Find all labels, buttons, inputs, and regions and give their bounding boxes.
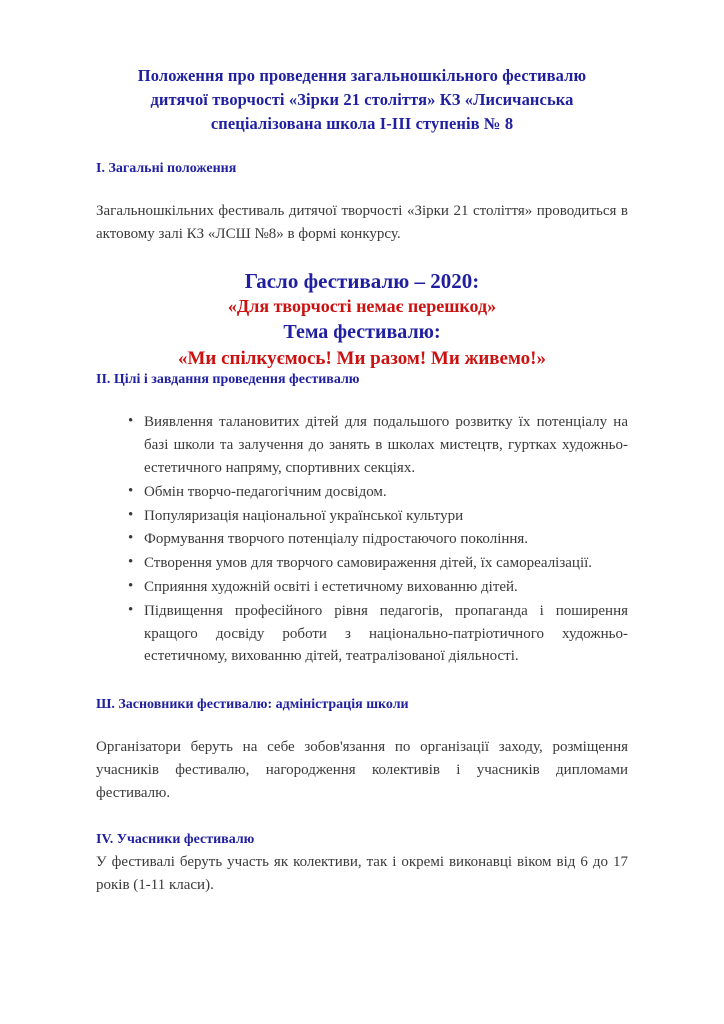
paragraph-general: Загальношкільних фестиваль дитячої творчості «Зірки 21 століття» проводиться в актовому залі КЗ «ЛСШ №8» в формі конкурсу. — [96, 202, 628, 242]
list-item: • Підвищення професійного рівня педагогів, пропаганда і поширення кращого досвіду роботи з національно-патріотичного художньо-естетичному, вихованню дітей, театралізованої діяльності. — [96, 600, 628, 668]
slogan-theme-text: «Ми спілкуємось! Ми разом! Ми живемо!» — [177, 348, 547, 369]
slogan-block — [96, 268, 628, 372]
section-heading-goals: ІІ. Цілі і завдання проведення фестивалю — [96, 372, 360, 388]
page-title — [96, 0, 628, 136]
paragraph-participants: У фестивалі беруть участь як колективи, так і окремі виконавці віком від 6 до 17 років (1-11 класи). — [96, 853, 628, 893]
slogan-motto-label: Гасло фестивалю – 2020: — [244, 268, 480, 293]
section-heading-founders: Ш. Засновники фестивалю: адміністрація школи — [96, 697, 409, 713]
section-heading-participants: ІV. Учасники фестивалю — [96, 831, 255, 847]
title-line-2: дитячої творчості «Зірки 21 століття» КЗ «Лисичанська — [150, 89, 574, 109]
list-item: • Формування творчого потенціалу підростаючого покоління. — [96, 528, 628, 551]
title-line-1: Положення про проведення загальношкільного фестивалю — [137, 66, 587, 85]
goals-list — [96, 411, 628, 668]
page-content — [96, 0, 628, 897]
list-item: • Популяризація національної української культури — [96, 505, 628, 528]
title-line-3: спеціалізована школа І-ІІІ ступенів № 8 — [210, 113, 514, 133]
list-item: • Створення умов для творчого самовираження дітей, їх самореалізації. — [96, 552, 628, 575]
list-item: • Обмін творчо-педагогічним досвідом. — [96, 481, 628, 504]
list-item: • Виявлення талановитих дітей для подальшого розвитку їх потенціалу на базі школи та залучення до занять в школах мистецтв, гуртках художньо-естетичного напряму, спортивних секціях. — [96, 411, 628, 479]
section-heading-general: І. Загальні положення — [96, 160, 237, 176]
paragraph-founders: Організатори беруть на себе зобов'язання по організації заходу, розміщення учасників фестивалю, нагородження колективів і учасників дипломами фестивалю. — [96, 739, 628, 801]
slogan-theme-label: Тема фестивалю: — [283, 321, 441, 344]
list-item: • Сприяння художній освіті і естетичному вихованню дітей. — [96, 576, 628, 599]
slogan-motto-text: «Для творчості немає перешкод» — [227, 296, 497, 317]
